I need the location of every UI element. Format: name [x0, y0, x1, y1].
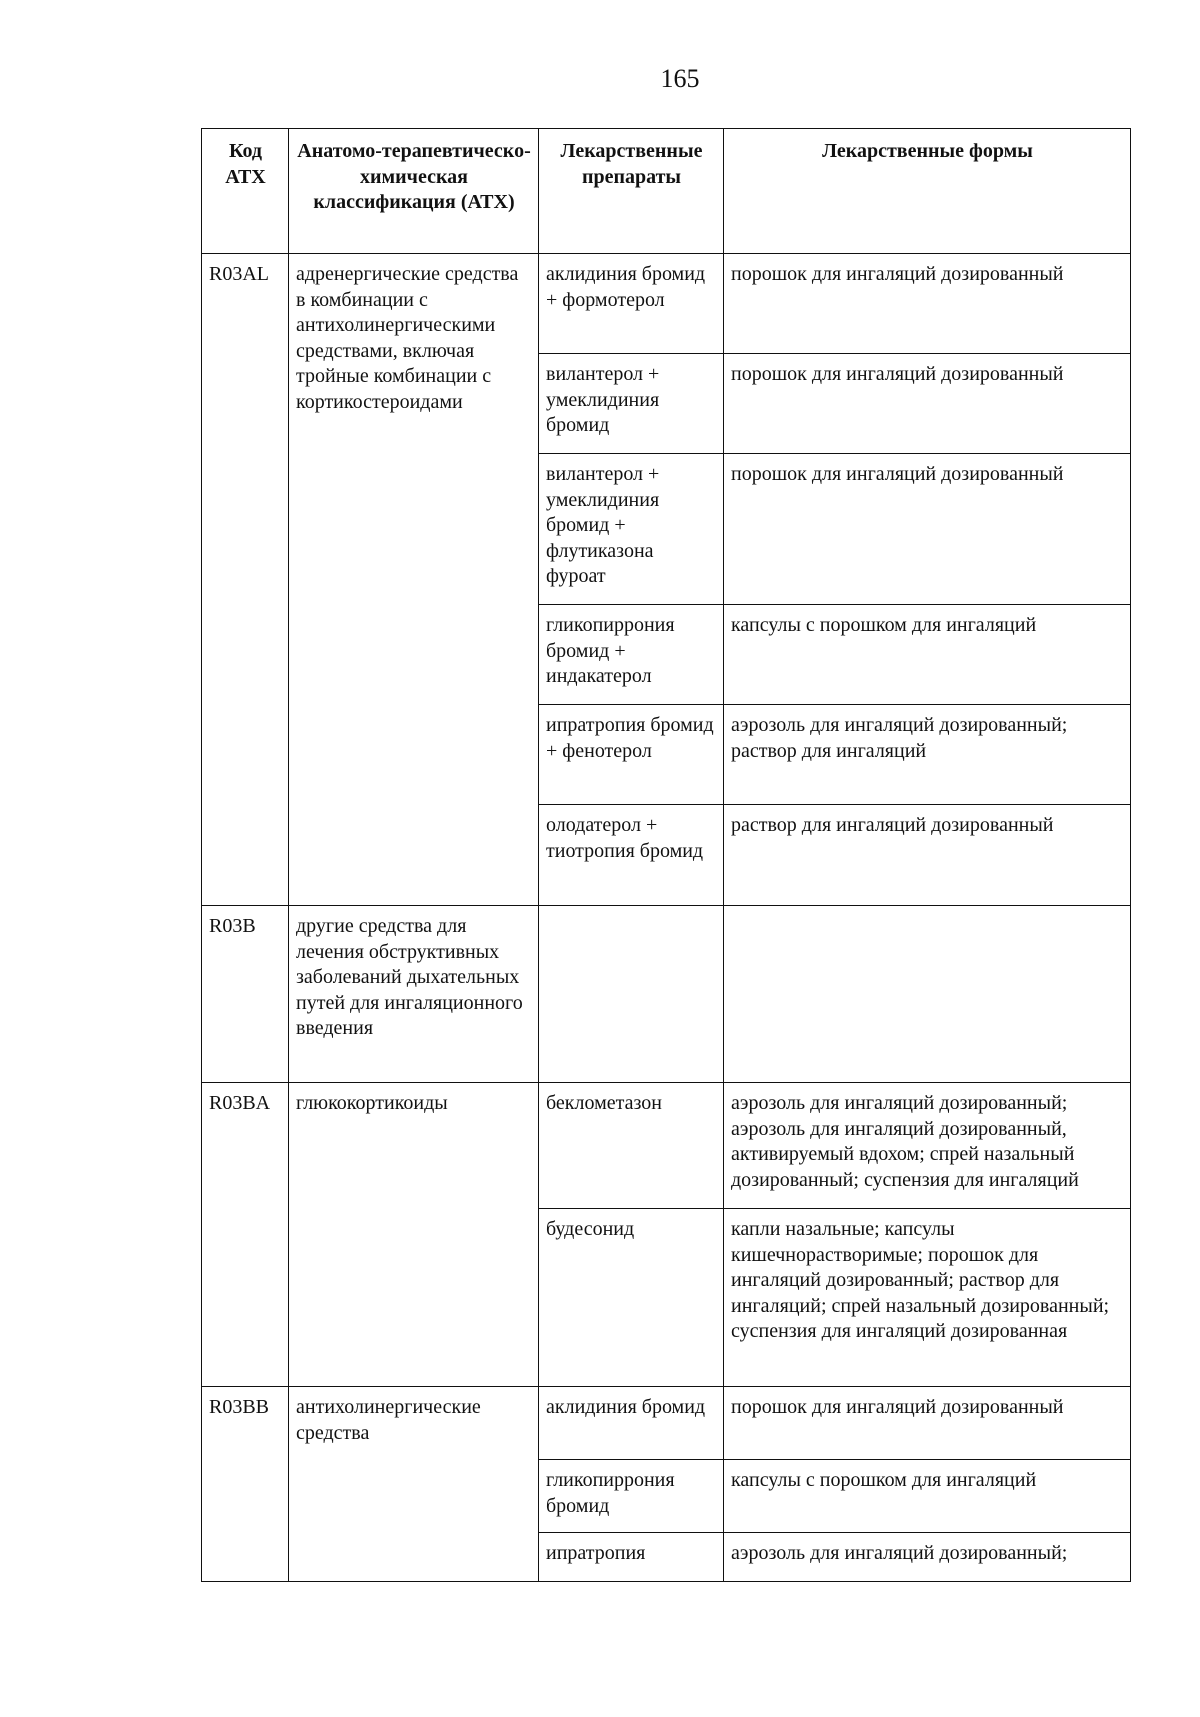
atx-code: R03B: [202, 906, 289, 1083]
drug-name: гликопиррония бромид: [539, 1460, 724, 1533]
atx-table: [201, 128, 1131, 1582]
drug-forms: порошок для ингаляций дозированный: [724, 454, 1131, 605]
atx-classification: антихолинергические средства: [289, 1387, 539, 1582]
drug-name: аклидиния бромид: [539, 1387, 724, 1460]
atx-code: R03AL: [202, 254, 289, 906]
atx-classification: другие средства для лечения обструктивных заболеваний дыхательных путей для ингаляционного введения: [289, 906, 539, 1083]
table-header-row: [202, 129, 1131, 254]
atx-code: R03BA: [202, 1083, 289, 1387]
drug-name: вилантерол + умеклидиния бромид + флутиказона фуроат: [539, 454, 724, 605]
drug-forms: порошок для ингаляций дозированный: [724, 354, 1131, 454]
drug-name: ипратропия бромид + фенотерол: [539, 705, 724, 805]
drug-forms: капсулы с порошком для ингаляций: [724, 605, 1131, 705]
drug-forms: аэрозоль для ингаляций дозированный; раствор для ингаляций: [724, 705, 1131, 805]
atx-classification: глюкокортикоиды: [289, 1083, 539, 1387]
atx-classification: адренергические средства в комбинации с антихолинергическими средствами, включая тройные комбинации с кортикостероидами: [289, 254, 539, 906]
drug-forms: капсулы с порошком для ингаляций: [724, 1460, 1131, 1533]
table-row: [202, 1387, 1131, 1460]
drug-forms: порошок для ингаляций дозированный: [724, 1387, 1131, 1460]
drug-name: ипратропия: [539, 1533, 724, 1582]
table-row: [202, 1083, 1131, 1209]
drug-forms: капли назальные; капсулы кишечнорастворимые; порошок для ингаляций дозированный; раствор для ингаляций; спрей назальный дозированный; суспензия для ингаляций дозированная: [724, 1209, 1131, 1387]
atx-code: R03BB: [202, 1387, 289, 1582]
table-row: [202, 254, 1131, 354]
drug-name: гликопиррония бромид + индакатерол: [539, 605, 724, 705]
drug-forms: [724, 906, 1131, 1083]
drug-forms: порошок для ингаляций дозированный: [724, 254, 1131, 354]
drug-name: будесонид: [539, 1209, 724, 1387]
drug-name: аклидиния бромид + формотерол: [539, 254, 724, 354]
header-forms: Лекарственные формы: [724, 129, 1131, 254]
header-drugs: Лекарственные препараты: [539, 129, 724, 254]
header-classification: Анатомо-терапевтическо-химическая классификация (АТХ): [289, 129, 539, 254]
drug-name: беклометазон: [539, 1083, 724, 1209]
drug-name: вилантерол + умеклидиния бромид: [539, 354, 724, 454]
drug-forms: раствор для ингаляций дозированный: [724, 805, 1131, 906]
drug-name: [539, 906, 724, 1083]
table-row: [202, 906, 1131, 1083]
page-number: 165: [660, 64, 700, 93]
drug-forms: аэрозоль для ингаляций дозированный; аэрозоль для ингаляций дозированный, активируемый вдохом; спрей назальный дозированный; суспензия для ингаляций: [724, 1083, 1131, 1209]
drug-name: олодатерол + тиотропия бромид: [539, 805, 724, 906]
header-code: Код АТХ: [202, 129, 289, 254]
drug-forms: аэрозоль для ингаляций дозированный;: [724, 1533, 1131, 1582]
